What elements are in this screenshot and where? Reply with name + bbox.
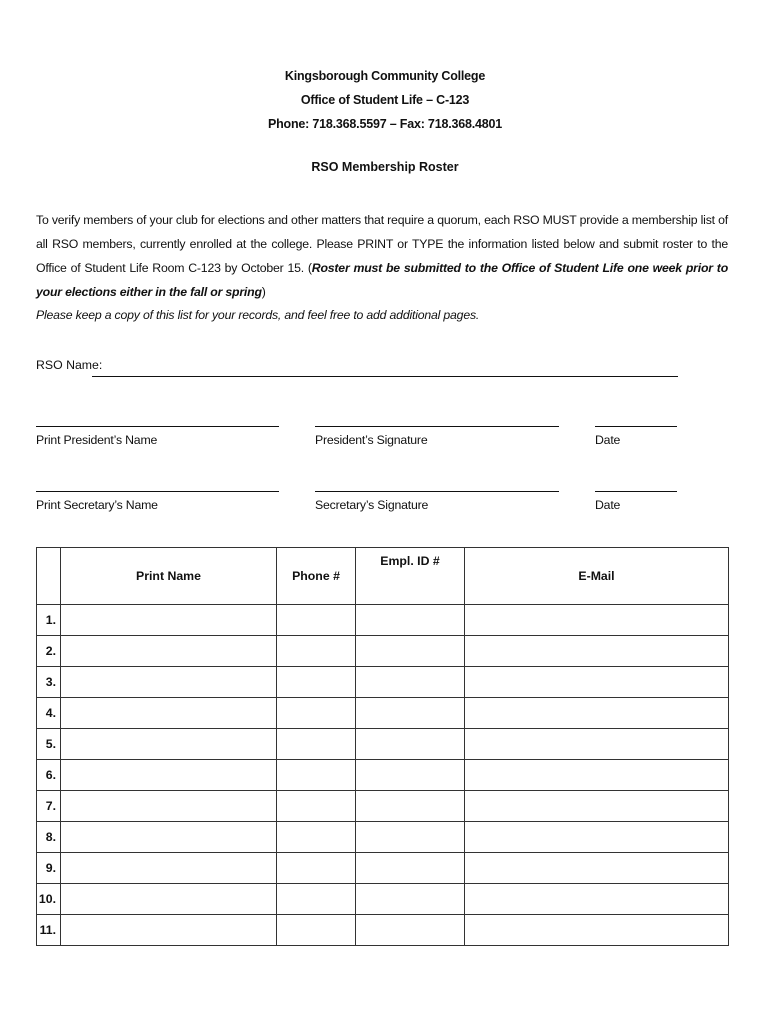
- email-cell[interactable]: [465, 636, 729, 667]
- print-name-cell[interactable]: [61, 636, 277, 667]
- president-signature-label: President’s Signature: [315, 433, 428, 447]
- col-header-print-name: Print Name: [61, 548, 277, 605]
- empl-id-cell[interactable]: [356, 822, 465, 853]
- empl-id-cell[interactable]: [356, 791, 465, 822]
- table-row: [37, 822, 729, 853]
- row-number: 1.: [37, 605, 61, 636]
- table-body: [37, 605, 729, 946]
- empl-id-cell[interactable]: [356, 884, 465, 915]
- phone-cell[interactable]: [277, 822, 356, 853]
- print-name-cell[interactable]: [61, 884, 277, 915]
- email-cell[interactable]: [465, 605, 729, 636]
- email-cell[interactable]: [465, 698, 729, 729]
- print-name-cell[interactable]: [61, 915, 277, 946]
- row-number: 3.: [37, 667, 61, 698]
- col-header-phone: Phone #: [277, 548, 356, 605]
- table-row: [37, 605, 729, 636]
- print-name-cell[interactable]: [61, 760, 277, 791]
- print-name-cell[interactable]: [61, 605, 277, 636]
- form-title: RSO Membership Roster: [311, 160, 459, 174]
- row-number: 11.: [37, 915, 61, 946]
- row-number: 7.: [37, 791, 61, 822]
- print-name-cell[interactable]: [61, 667, 277, 698]
- table-row: [37, 698, 729, 729]
- rso-name-label: RSO Name:: [36, 358, 103, 372]
- email-cell[interactable]: [465, 822, 729, 853]
- intro-paragraph: [36, 208, 728, 304]
- phone-cell[interactable]: [277, 884, 356, 915]
- phone-cell[interactable]: [277, 698, 356, 729]
- secretary-date-field[interactable]: [595, 491, 677, 492]
- membership-table: [36, 547, 729, 946]
- secretary-signature-label: Secretary’s Signature: [315, 498, 429, 512]
- office-name: Office of Student Life – C-123: [300, 93, 470, 107]
- empl-id-cell[interactable]: [356, 667, 465, 698]
- row-number: 6.: [37, 760, 61, 791]
- phone-cell[interactable]: [277, 915, 356, 946]
- empl-id-cell[interactable]: [356, 636, 465, 667]
- print-name-cell[interactable]: [61, 698, 277, 729]
- phone-cell[interactable]: [277, 853, 356, 884]
- president-name-field[interactable]: [36, 426, 279, 427]
- intro-closing: ): [261, 285, 266, 299]
- col-header-number: [37, 548, 61, 605]
- empl-id-cell[interactable]: [356, 698, 465, 729]
- secretary-name-label: Print Secretary’s Name: [36, 498, 158, 512]
- phone-cell[interactable]: [277, 667, 356, 698]
- phone-cell[interactable]: [277, 729, 356, 760]
- row-number: 10.: [37, 884, 61, 915]
- row-number: 2.: [37, 636, 61, 667]
- row-number: 4.: [37, 698, 61, 729]
- col-header-empl-id: Empl. ID #: [356, 548, 465, 605]
- table-row: [37, 760, 729, 791]
- email-cell[interactable]: [465, 791, 729, 822]
- president-date-field[interactable]: [595, 426, 677, 427]
- college-name: Kingsborough Community College: [284, 69, 486, 83]
- table-header-row: [37, 548, 729, 605]
- email-cell[interactable]: [465, 729, 729, 760]
- empl-id-cell[interactable]: [356, 729, 465, 760]
- secretary-name-field[interactable]: [36, 491, 279, 492]
- intro-text: To verify members of your club for elections and other matters that require a quorum, each RSO MUST provide a membership list of all RSO members, currently enrolled at the college. Please PRINT or TYPE the information listed below and submit roster to the Office of Student Life Room C-123 by October 15. (: [36, 213, 728, 275]
- table-row: [37, 853, 729, 884]
- row-number: 9.: [37, 853, 61, 884]
- email-cell[interactable]: [465, 884, 729, 915]
- table-row: [37, 636, 729, 667]
- phone-cell[interactable]: [277, 636, 356, 667]
- secretary-date-label: Date: [595, 498, 621, 512]
- print-name-cell[interactable]: [61, 791, 277, 822]
- rso-name-field[interactable]: [92, 376, 678, 377]
- table-row: [37, 729, 729, 760]
- empl-id-cell[interactable]: [356, 853, 465, 884]
- intro-emphasis: Roster must be submitted to the Office of Student Life one week prior to your elections either in the fall or spring: [36, 261, 729, 299]
- row-number: 5.: [37, 729, 61, 760]
- email-cell[interactable]: [465, 760, 729, 791]
- president-name-label: Print President’s Name: [36, 433, 158, 447]
- phone-cell[interactable]: [277, 605, 356, 636]
- president-signature-field[interactable]: [315, 426, 559, 427]
- email-cell[interactable]: [465, 667, 729, 698]
- phone-cell[interactable]: [277, 791, 356, 822]
- empl-id-cell[interactable]: [356, 760, 465, 791]
- table-row: [37, 915, 729, 946]
- empl-id-cell[interactable]: [356, 915, 465, 946]
- print-name-cell[interactable]: [61, 729, 277, 760]
- table-row: [37, 884, 729, 915]
- table-row: [37, 667, 729, 698]
- table-row: [37, 791, 729, 822]
- row-number: 8.: [37, 822, 61, 853]
- email-cell[interactable]: [465, 853, 729, 884]
- president-date-label: Date: [595, 433, 621, 447]
- print-name-cell[interactable]: [61, 822, 277, 853]
- phone-cell[interactable]: [277, 760, 356, 791]
- secretary-signature-field[interactable]: [315, 491, 559, 492]
- email-cell[interactable]: [465, 915, 729, 946]
- contact-info: Phone: 718.368.5597 – Fax: 718.368.4801: [267, 117, 503, 131]
- print-name-cell[interactable]: [61, 853, 277, 884]
- header: [0, 64, 770, 136]
- empl-id-cell[interactable]: [356, 605, 465, 636]
- records-note: Please keep a copy of this list for your records, and feel free to add additional pages.: [36, 308, 480, 322]
- col-header-email: E-Mail: [465, 548, 729, 605]
